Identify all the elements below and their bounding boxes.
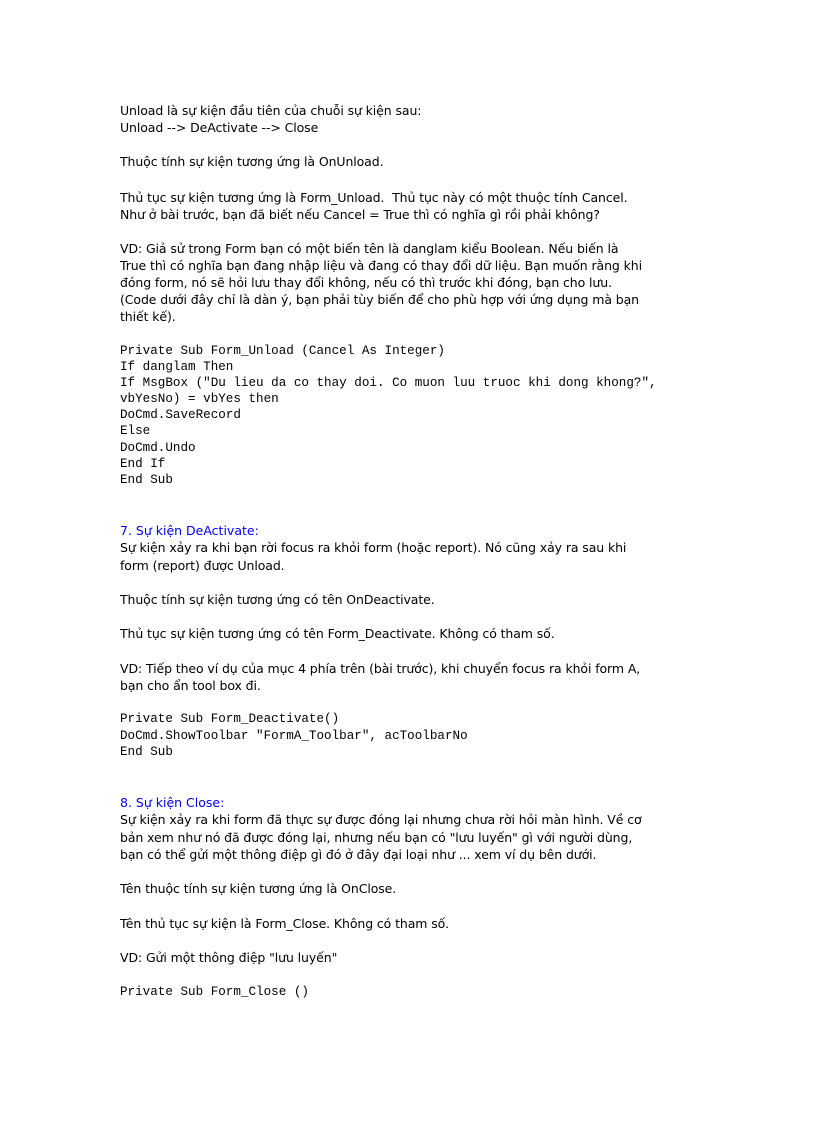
code-line: If MsgBox ("Du lieu da co thay doi. Co muon luu truoc khi dong khong?", (120, 376, 657, 390)
body-text-line: Thuộc tính sự kiện tương ứng là OnUnload. (120, 154, 384, 169)
body-text-line: VD: Gửi một thông điệp "lưu luyến" (120, 950, 338, 965)
body-text-line: Như ở bài trước, bạn đã biết nếu Cancel = True thì có nghĩa gì rồi phải không? (120, 207, 600, 222)
body-text-line: Unload --> DeActivate --> Close (120, 120, 319, 135)
body-text-line: (Code dưới đây chỉ là dàn ý, bạn phải tùy biến để cho phù hợp với ứng dụng mà bạn (120, 292, 639, 307)
code-line: Private Sub Form_Deactivate() (120, 712, 340, 726)
code-line: DoCmd.SaveRecord (120, 408, 241, 422)
code-line: DoCmd.Undo (120, 441, 196, 455)
body-text-line: Thuộc tính sự kiện tương ứng có tên OnDeactivate. (120, 592, 435, 607)
code-line: DoCmd.ShowToolbar "FormA_Toolbar", acToolbarNo (120, 729, 468, 743)
body-text-line: Tên thuộc tính sự kiện tương ứng là OnClose. (120, 881, 397, 896)
code-line: Private Sub Form_Unload (Cancel As Integer) (120, 344, 445, 358)
code-line: Else (120, 424, 151, 438)
section-heading: 7. Sự kiện DeActivate: (120, 523, 259, 538)
body-text-line: VD: Giả sử trong Form bạn có một biến tên là danglam kiểu Boolean. Nếu biến là (120, 241, 619, 256)
body-text-line: thiết kế). (120, 309, 176, 324)
code-line: Private Sub Form_Close () (120, 985, 309, 999)
code-line: vbYesNo) = vbYes then (120, 392, 279, 406)
code-line: End If (120, 457, 166, 471)
section-heading: 8. Sự kiện Close: (120, 795, 225, 810)
body-text-line: bạn cho ẩn tool box đi. (120, 678, 261, 693)
code-line: End Sub (120, 745, 173, 759)
body-text-line: bạn có thể gửi một thông điệp gì đó ở đây đại loại như ... xem ví dụ bên dưới. (120, 847, 597, 862)
body-text-line: VD: Tiếp theo ví dụ của mục 4 phía trên (bài trước), khi chuyển focus ra khỏi form A, (120, 661, 641, 676)
body-text-line: bản xem như nó đã được đóng lại, nhưng nếu bạn có "lưu luyến" gì với người dùng, (120, 830, 633, 845)
body-text-line: Tên thủ tục sự kiện là Form_Close. Không có tham số. (120, 916, 450, 931)
body-text-line: form (report) được Unload. (120, 558, 285, 573)
body-text-line: Thủ tục sự kiện tương ứng là Form_Unload. Thủ tục này có một thuộc tính Cancel. (120, 190, 628, 205)
body-text-line: Sự kiện xảy ra khi form đã thực sự được đóng lại nhưng chưa rời hỏi màn hình. Về cơ (120, 812, 642, 827)
body-text-line: Unload là sự kiện đầu tiên của chuỗi sự kiện sau: (120, 103, 422, 118)
code-line: If danglam Then (120, 360, 234, 374)
body-text-line: True thì có nghĩa bạn đang nhập liệu và đang có thay đổi dữ liệu. Bạn muốn rằng khi (120, 258, 642, 273)
body-text-line: Thủ tục sự kiện tương ứng có tên Form_Deactivate. Không có tham số. (120, 626, 555, 641)
body-text-line: đóng form, nó sẽ hỏi lưu thay đổi không, nếu có thì trước khi đóng, bạn cho lưu. (120, 275, 612, 290)
body-text-line: Sự kiện xảy ra khi bạn rời focus ra khỏi form (hoặc report). Nó cũng xảy ra sau khi (120, 540, 627, 555)
code-line: End Sub (120, 473, 173, 487)
